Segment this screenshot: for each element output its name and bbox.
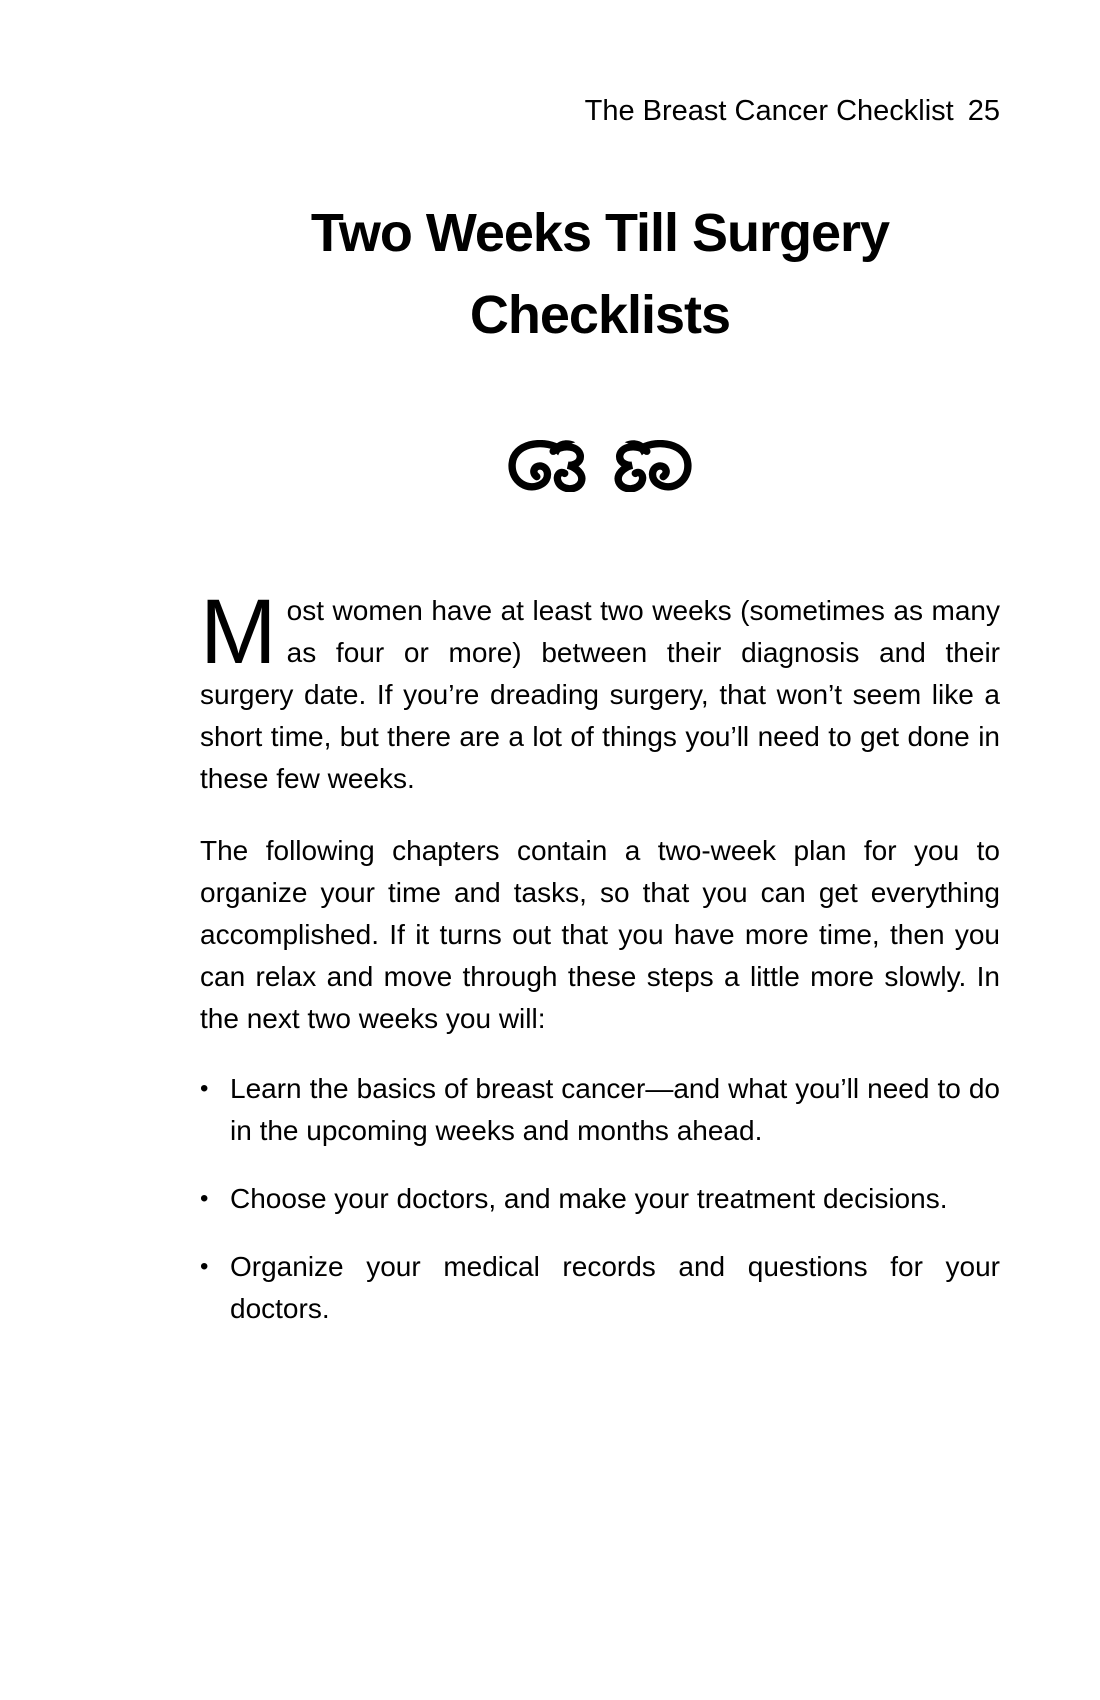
floral-heart-fleuron-left-icon xyxy=(504,440,586,492)
chapter-title xyxy=(200,192,1000,356)
bullet-list xyxy=(200,1068,1000,1330)
list-item-text: Organize your medical records and questions for your doctors. xyxy=(230,1251,1000,1324)
paragraph-intro xyxy=(200,581,1000,800)
drop-cap: M xyxy=(200,581,277,683)
list-item-text: Learn the basics of breast cancer—and what you’ll need to do in the upcoming weeks and months ahead. xyxy=(230,1073,1000,1146)
list-item xyxy=(200,1178,1000,1220)
list-item xyxy=(200,1068,1000,1152)
paragraph-intro-text: ost women have at least two weeks (sometimes as many as four or more) between their diagnosis and their surgery date. If you’re dreading surgery, that won’t seem like a short time, but there are a lot of things you’ll need to get done in these few weeks. xyxy=(200,595,1000,794)
bullet-icon: • xyxy=(200,1185,209,1212)
running-header xyxy=(200,0,1000,128)
bullet-icon: • xyxy=(200,1075,209,1102)
chapter-title-line-2: Checklists xyxy=(469,285,731,345)
section-break-ornament xyxy=(200,440,1000,492)
list-item xyxy=(200,1246,1000,1330)
list-item-text: Choose your doctors, and make your treatment decisions. xyxy=(230,1183,948,1214)
running-header-book-title: The Breast Cancer Checklist xyxy=(584,95,954,127)
chapter-title-line-1: Two Weeks Till Surgery xyxy=(310,203,890,263)
floral-heart-fleuron-right-icon xyxy=(614,440,696,492)
bullet-icon: • xyxy=(200,1253,209,1280)
page-number: 25 xyxy=(967,95,1000,127)
paragraph-plan: The following chapters contain a two-week plan for you to organize your time and tasks, so that you can get everything accomplished. If it turns out that you have more time, then you can relax and move through these steps a little more slowly. In the next two weeks you will: xyxy=(200,835,1000,1034)
